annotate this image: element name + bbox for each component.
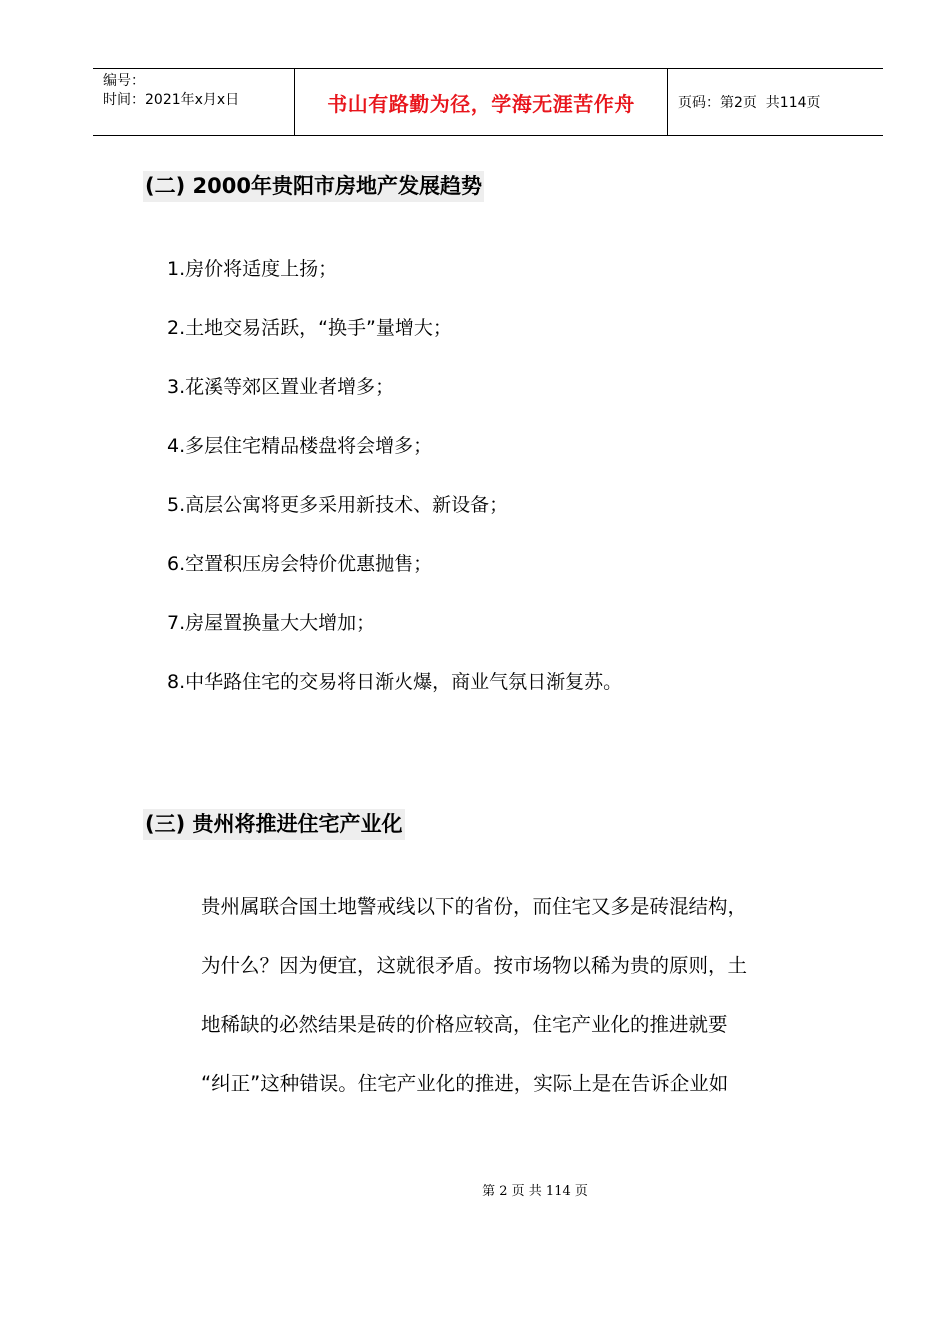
section-heading-two: (二) 2000年贵阳市房地产发展趋势: [143, 171, 484, 202]
header-page-cell: [668, 69, 883, 135]
section-heading-three: (三) 贵州将推进住宅产业化: [143, 809, 405, 840]
page-footer: 第 2 页 共 114 页: [482, 1184, 588, 1199]
list-item: 8.中华路住宅的交易将日渐火爆，商业气氛日渐复苏。: [167, 671, 623, 693]
list-item: 3.花溪等郊区置业者增多；: [167, 376, 395, 398]
paragraph-line: 为什么？因为便宜，这就很矛盾。按市场物以稀为贵的原则，土: [201, 954, 748, 977]
header-meta-cell: [93, 69, 295, 135]
header-page-info: 页码：第2页 共114页: [678, 95, 821, 111]
header-motto-cell: [295, 69, 668, 135]
page-header: [93, 68, 883, 136]
list-item: 4.多层住宅精品楼盘将会增多；: [167, 435, 433, 457]
list-item: 1.房价将适度上扬；: [167, 258, 338, 280]
list-item: 7.房屋置换量大大增加；: [167, 612, 376, 634]
list-item: 2.土地交易活跃，“换手”量增大；: [167, 317, 452, 339]
list-item: 6.空置积压房会特价优惠抛售；: [167, 553, 433, 575]
header-code-label: 编号：: [103, 73, 145, 89]
list-item: 5.高层公寓将更多采用新技术、新设备；: [167, 494, 509, 516]
header-motto: 书山有路勤为径，学海无涯苦作舟: [327, 91, 635, 116]
paragraph-line: “纠正”这种错误。住宅产业化的推进，实际上是在告诉企业如: [201, 1072, 729, 1095]
paragraph-line: 贵州属联合国土地警戒线以下的省份，而住宅又多是砖混结构，: [201, 895, 748, 918]
paragraph-line: 地稀缺的必然结果是砖的价格应较高，住宅产业化的推进就要: [201, 1013, 728, 1036]
header-time-label: 时间：2021年x月x日: [103, 92, 240, 108]
